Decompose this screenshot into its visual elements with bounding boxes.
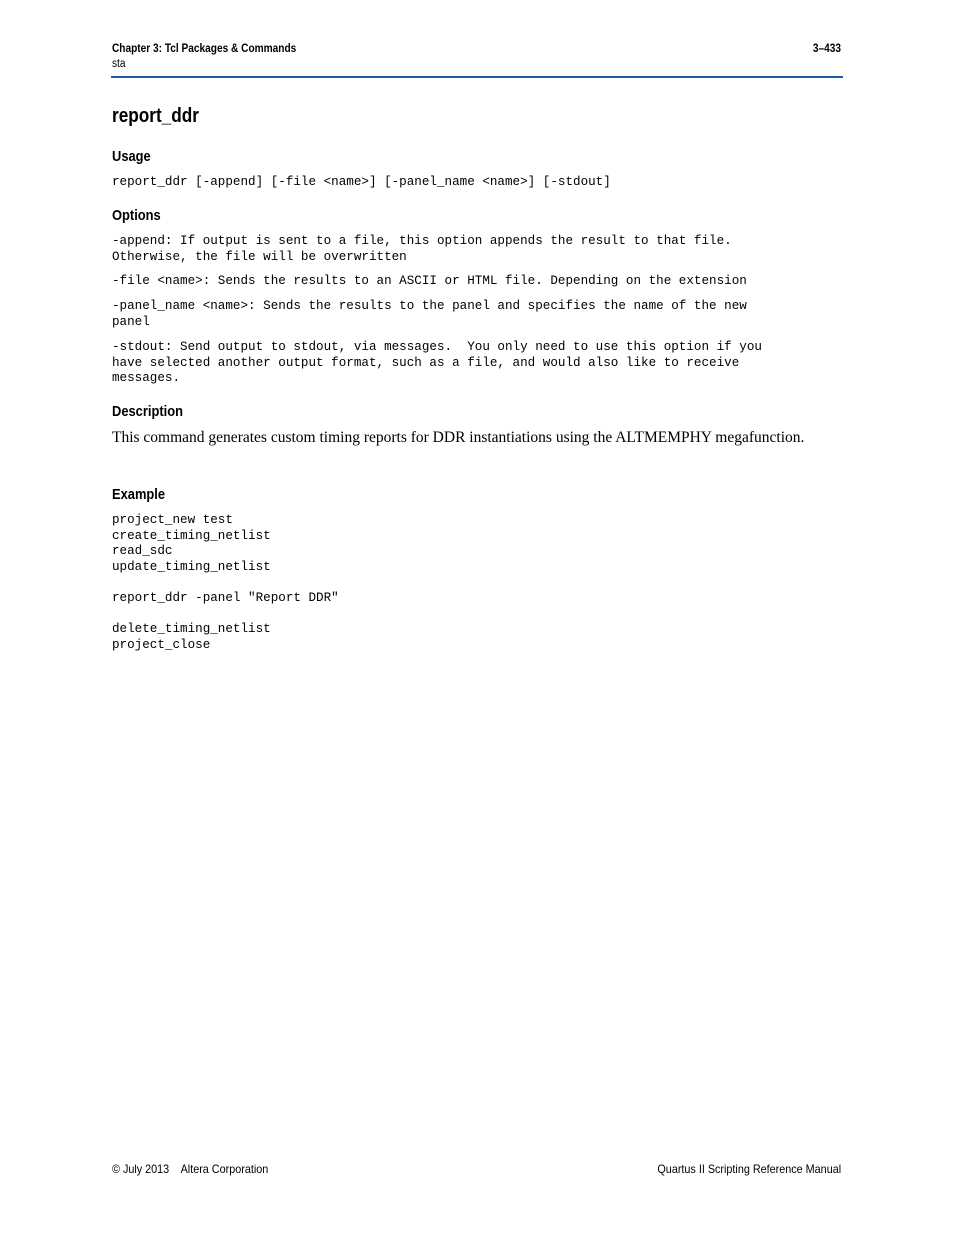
options-heading: Options [112,207,161,224]
footer-copyright: © July 2013 Altera Corporation [112,1162,269,1176]
usage-syntax: report_ddr [-append] [-file <name>] [-panel_name <name>] [-stdout] [112,175,611,189]
example-code-report: report_ddr -panel "Report DDR" [112,591,339,605]
option-file: -file <name>: Sends the results to an ASCII or HTML file. Depending on the extension [112,274,747,288]
footer-manual-title: Quartus II Scripting Reference Manual [657,1162,841,1176]
option-stdout: -stdout: Send output to stdout, via messages. You only need to use this option if you have selected another output format, such as a file, and would also like to receive messages. [112,340,762,386]
page-number: 3–433 [812,43,841,55]
example-code-setup: project_new test create_timing_netlist read_sdc update_timing_netlist [112,513,271,574]
running-header-chapter: Chapter 3: Tcl Packages & Commands [112,43,297,55]
running-header-package: sta [112,58,126,70]
page-title: report_ddr [112,105,199,127]
example-code-cleanup: delete_timing_netlist project_close [112,622,271,652]
usage-heading: Usage [112,148,151,165]
description-text: This command generates custom timing reports for DDR instantiations using the ALTMEMPHY megafunction. [112,429,805,446]
example-heading: Example [112,486,166,503]
option-append: -append: If output is sent to a file, this option appends the result to that file. Otherwise, the file will be overwritten [112,234,732,264]
option-panel-name: -panel_name <name>: Sends the results to the panel and specifies the name of the new panel [112,299,747,329]
header-rule [111,76,843,78]
description-heading: Description [112,403,183,420]
